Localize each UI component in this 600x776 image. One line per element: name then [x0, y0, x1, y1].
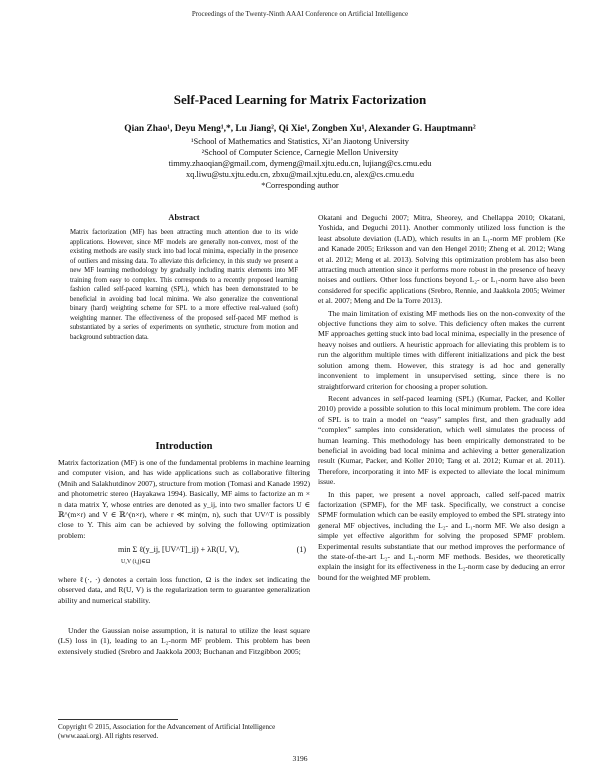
corresponding-note: *Corresponding author [261, 181, 339, 190]
paper-title: Self-Paced Learning for Matrix Factorization [173, 92, 427, 107]
abstract-text: Matrix factorization (MF) has been attracting much attention due to its wide applications. However, since MF models are generally non-convex, most of the existing methods are easily stuck into bad local minima, especially in the presence of outliers and missing data. To alleviate this deficiency, in this study we present a new MF learning methodology by gradually including matrix elements into MF training from easy to complex. This corresponds to a recently proposed learning fashion called self-paced learning (SPL), which has been demonstrated to be beneficial in avoiding bad local minima. We also generalize the conventional binary (hard) weighting scheme for SPL to a more effective real-valued (soft) weighting manner. The effectiveness of the proposed self-paced MF method is substantiated by a series of experiments on synthetic, structure from motion and background subtraction data. [70, 229, 298, 341]
intro-paragraph-1: Matrix factorization (MF) is one of the fundamental problems in machine learning and computer vision, and has wide applications such as collaborative filtering (Mnih and Salakhutdinov 2007), structure from motion (Tomasi and Kanade 1992) and photometric stereo (Hayakawa 1994). Basically, MF aims to factorize an m × n data matrix Y, whose entries are denoted as y_ij, into two smaller factors U ∈ ℝ^(m×r) and V ∈ ℝ^(n×r), where r ≪ min(m, n), such that UV^T is possibly close to Y. This aim can be achieved by solving the following optimization problem: [58, 458, 310, 540]
equation-subscript: U,V (i,j)∈Ω [121, 559, 151, 565]
right-paragraph-2: The main limitation of existing MF methods lies on the non-convexity of the objective functions they aim to solve. This deficiency often makes the current MF approaches getting stuck into bad local minima, especially in the presence of heavy noises and outliers. A heuristic approach for alleviating this problem is to run the algorithm multiple times with different initializations and pick the best solution among them. However, this strategy is ad hoc and generally inconvenient to implement in unsupervised setting, since there is no straightforward criterion for choosing a proper solution. [318, 308, 565, 391]
page-number: 3196 [292, 754, 308, 763]
introduction-heading: Introduction [155, 441, 213, 452]
equation-1 [58, 541, 310, 569]
abstract-heading: Abstract [168, 213, 200, 222]
proceedings-header: Proceedings of the Twenty-Ninth AAAI Conference on Artificial Intelligence [191, 10, 409, 18]
footnote-rule [58, 719, 178, 720]
intro-paragraph-1-wrap [58, 458, 310, 541]
affiliation-1: ¹School of Mathematics and Statistics, Xi’an Jiaotong University [191, 137, 409, 146]
author-list: Qian Zhao¹, Deyu Meng¹,*, Lu Jiang², Qi Xie¹, Zongben Xu¹, Alexander G. Hauptmann² [124, 124, 476, 134]
intro-paragraph-3-wrap [58, 626, 310, 657]
intro-paragraph-2-wrap [58, 575, 310, 606]
intro-paragraph-2: where ℓ(·, ·) denotes a certain loss function, Ω is the index set indicating the observed data, and R(U, V) is the regularization term to guarantee generalization ability and numerical stability. [58, 575, 310, 605]
email-line-1: timmy.zhaoqian@gmail.com, dymeng@mail.xjtu.edu.cn, lujiang@cs.cmu.edu [168, 159, 432, 168]
affiliation-2: ²School of Computer Science, Carnegie Mellon University [201, 148, 399, 157]
equation-number: (1) [296, 545, 306, 554]
right-paragraph-1: Okatani and Deguchi 2007; Mitra, Sheorey, and Chellappa 2010; Okatani, Yoshida, and Deguchi 2011). Another commonly utilized loss function is the least absolute deviation (LAD), which results in an L₁-norm MF problem (Ke and Kanade 2005; Eriksson and van den Hengel 2010; Zheng et al. 2012; Wang et al. 2012; Meng et al. 2013). Solving this optimization problem has also been attracting much attention since it performs more robust in the presence of heavy noises and outliers. Other loss functions beyond L₂- or L₁-norm have also been considered for specific applications (Srebro, Rennie, and Jaakkola 2005; Weimer et al. 2007; Meng and De la Torre 2013). [318, 213, 565, 306]
email-line-2: xq.liwu@stu.xjtu.edu.cn, zbxu@mail.xjtu.edu.cn, alex@cs.cmu.edu [185, 170, 415, 179]
equation-body: min Σ ℓ(y_ij, [UV^T]_ij) + λR(U, V), [118, 545, 240, 554]
right-column [318, 213, 565, 583]
right-paragraph-4: In this paper, we present a novel approach, called self-paced matrix factorization (SPMF), for the MF task. Specifically, we construct a concise SPMF formulation which can be easily employed to embed the SPL strategy into general MF objectives, including the L₂- and L₁-norm MF. We also design a simple yet effective algorithm for solving the proposed SPMF problem. Experimental results substantiate that our method improves the performance of the state-of-the-art L₂- and L₁-norm MF methods. Besides, we theoretically explain the insight for its effectiveness in the L₂-norm case by deducing an error bound for the weighted MF problem. [318, 489, 565, 582]
copyright-notice: Copyright © 2015, Association for the Advancement of Artificial Intelligence (www.aaai.org). All rights reserved. [58, 723, 276, 740]
right-paragraph-3: Recent advances in self-paced learning (SPL) (Kumar, Packer, and Koller 2010) provide a possible solution to this local minimum problem. The core idea of SPL is to train a model on “easy” samples first, and then gradually add “complex” samples into consideration, which well simulates the process of human learning. This methodology has been empirically demonstrated to be beneficial in avoiding bad local minima and achieving a better generalization result (Kumar, Packer, and Koller 2010; Tang et al. 2012; Kumar et al. 2011). Therefore, incorporating it into MF is expected to alleviate the local minimum issue. [318, 393, 565, 487]
intro-paragraph-3: Under the Gaussian noise assumption, it is natural to utilize the least square (LS) loss in (1), leading to an L₂-norm MF problem. This problem has been extensively studied (Srebro and Jaakkola 2003; Buchanan and Fitzgibbon 2005; [58, 626, 310, 656]
